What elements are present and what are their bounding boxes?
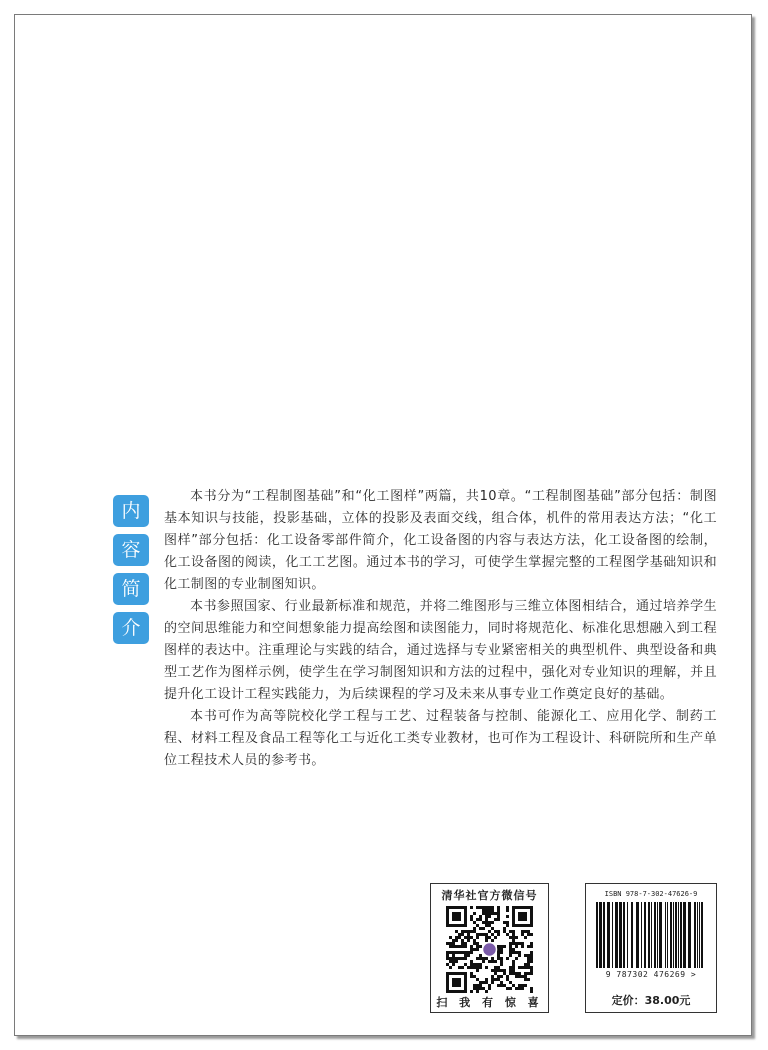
summary-paragraph: 本书分为“工程制图基础”和“化工图样”两篇，共10章。“工程制图基础”部分包括：制图基本知识与技能，投影基础，立体的投影及表面交线，组合体，机件的常用表达方法；“化工图样”部分包括：化工设备零部件简介，化工设备图的内容与表达方法，化工设备图的绘制，化工设备图的阅读，化工工艺图。通过本书的学习，可使学生掌握完整的工程图学基础知识和化工制图的专业制图知识。 <box>164 489 717 592</box>
qr-title: 清华社官方微信号 <box>441 889 538 902</box>
wechat-qr-panel <box>430 883 549 1013</box>
summary-paragraph: 本书参照国家、行业最新标准和规范，并将二维图形与三维立体图相结合，通过培养学生的空间思维能力和空间想象能力提高绘图和读图能力，同时将规范化、标准化思想融入到工程图样的表达中。注重理论与实践的结合，通过选择与专业紧密相关的典型机件、典型设备和典型工艺作为图样示例，使学生在学习制图知识和方法的过程中，强化对专业知识的理解，并且提升化工设计工程实践能力，为后续课程的学习及未来从事专业工作奠定良好的基础。 <box>164 599 717 702</box>
barcode-graphic <box>594 902 708 968</box>
qr-code-graphic <box>446 906 533 993</box>
section-tag-char: 简 <box>113 573 149 605</box>
wechat-qr-icon[interactable] <box>446 906 533 997</box>
barcode-panel <box>585 883 717 1013</box>
barcode-icon <box>594 902 708 972</box>
section-tag <box>113 495 149 651</box>
summary-paragraph: 本书可作为高等院校化学工程与工艺、过程装备与控制、能源化工、应用化学、制药工程、材料工程及食品工程等化工与近化工类专业教材，也可作为工程设计、科研院所和生产单位工程技术人员的参考书。 <box>164 709 717 768</box>
section-tag-char: 容 <box>113 534 149 566</box>
book-summary <box>164 486 717 772</box>
back-cover <box>14 14 752 1036</box>
qr-caption: 扫 我 有 惊 喜 <box>436 996 543 1009</box>
section-tag-char: 介 <box>113 612 149 644</box>
price-label: 定价：38.00元 <box>611 994 691 1007</box>
isbn-text: ISBN 978-7-302-47626-9 <box>604 890 698 898</box>
barcode-digits: 9 787302 476269 > <box>605 970 697 979</box>
section-tag-char: 内 <box>113 495 149 527</box>
